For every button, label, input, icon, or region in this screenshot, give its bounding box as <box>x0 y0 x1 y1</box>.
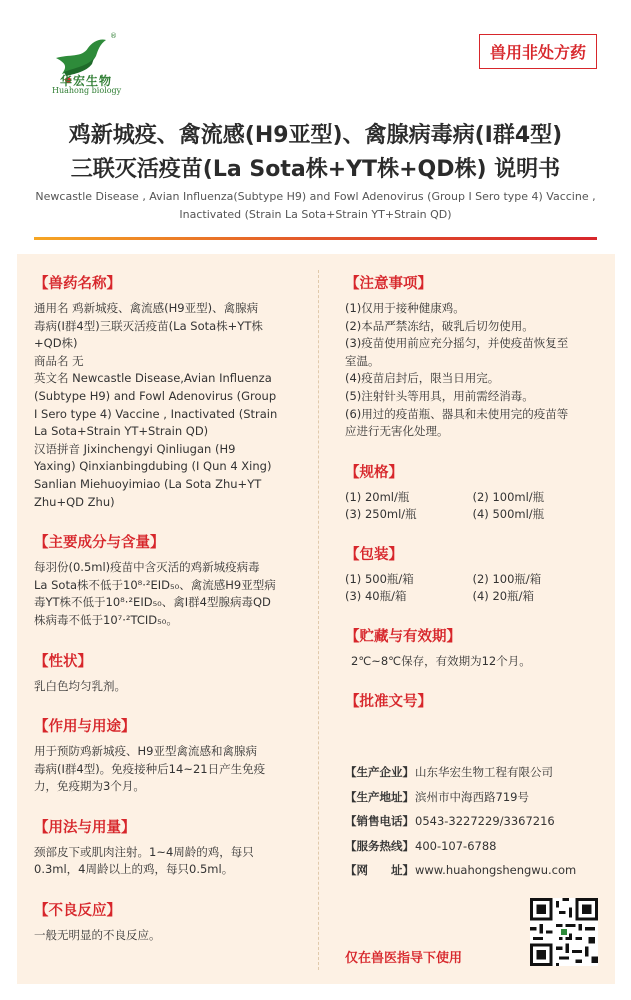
section-approval <box>345 690 600 711</box>
manufacturer-row <box>345 809 615 834</box>
text-line: (4)疫苗启封后，限当日用完。 <box>345 371 500 386</box>
text-line: Zhu+QD Zhu) <box>34 494 115 509</box>
row-label: 【网 址】 <box>345 863 414 878</box>
text-line: Sanlian Miehuoyimiao (La Sota Zhu+YT <box>34 476 262 491</box>
section-packaging <box>345 543 600 605</box>
text-line: 毒病(I群4型)三联灭活疫苗(La Sota株+YT株 <box>34 318 263 333</box>
section-heading: 【性状】 <box>34 653 92 670</box>
text-line: (1)仅用于接种健康鸡。 <box>345 301 465 315</box>
subtitle-line-2: Inactivated (Strain La Sota+Strain YT+Strain QD) <box>179 208 452 221</box>
section-heading: 【用法与用量】 <box>34 819 136 836</box>
text-line: 力，免疫期为3个月。 <box>34 779 145 794</box>
text-line: 乳白色均匀乳剂。 <box>34 678 126 693</box>
text-line: La Sota株不低于10⁸·²EID₅₀、禽流感H9亚型病 <box>34 577 276 592</box>
section-heading: 【贮藏与有效期】 <box>345 628 461 645</box>
text-line: 汉语拼音 Jixinchengyi Qinliugan (H9 <box>34 441 236 456</box>
row-label: 【销售电话】 <box>345 814 414 829</box>
title-line-2: 三联灭活疫苗(La Sota株+YT株+QD株) 说明书 <box>70 157 561 182</box>
section-appearance <box>34 650 296 696</box>
spec-item: (3) 250ml/瓶 <box>345 506 417 521</box>
header-divider <box>34 237 597 240</box>
manufacturer-info <box>345 760 615 883</box>
column-divider <box>318 270 319 970</box>
otc-badge: 兽用非处方药 <box>479 34 597 69</box>
storage-text: 2℃~8℃保存，有效期为12个月。 <box>351 653 531 668</box>
row-value: 山东华宏生物工程有限公司 <box>415 765 553 779</box>
row-label: 【生产地址】 <box>345 789 414 804</box>
row-value: 滨州市中海西路719号 <box>415 789 529 804</box>
manufacturer-row <box>345 760 615 785</box>
row-value: 0543-3227229/3367216 <box>415 814 555 829</box>
text-line: 株病毒不低于10⁷·²TCID₅₀。 <box>34 612 178 627</box>
title-line-1: 鸡新城疫、禽流感(H9亚型)、禽腺病毒病(I群4型) <box>68 123 563 148</box>
text-line: (5)注射针头等用具，用前需经消毒。 <box>345 388 534 403</box>
text-line: 室温。 <box>345 353 380 368</box>
section-precautions <box>345 272 600 441</box>
subtitle-line-1: Newcastle Disease , Avian Influenza(Subtype H9) and Fowl Adenovirus (Group I Sero type 4) Vaccine , <box>35 190 596 203</box>
section-dosage <box>34 816 296 879</box>
text-line: 通用名 鸡新城疫、禽流感(H9亚型)、禽腺病 <box>34 301 259 315</box>
section-heading: 【不良反应】 <box>34 903 121 920</box>
text-line: 颈部皮下或肌肉注射。1~4周龄的鸡，每只 <box>34 844 254 859</box>
pack-item: (3) 40瓶/箱 <box>345 588 407 603</box>
text-line: 毒YT株不低于10⁸·²EID₅₀、禽I群4型腺病毒QD <box>34 595 271 610</box>
pack-item: (2) 100瓶/箱 <box>472 571 542 586</box>
section-storage <box>345 625 600 671</box>
text-line: 用于预防鸡新城疫、H9亚型禽流感和禽腺病 <box>34 744 257 759</box>
pack-item: (1) 500瓶/箱 <box>345 571 414 586</box>
text-line: 一般无明显的不良反应。 <box>34 928 161 943</box>
manufacturer-row <box>345 785 615 810</box>
text-line: 商品名 无 <box>34 353 84 368</box>
qr-code-icon <box>530 898 598 966</box>
section-heading: 【主要成分与含量】 <box>34 535 165 552</box>
section-heading: 【兽药名称】 <box>34 276 121 292</box>
text-line: 毒病(I群4型)。免疫接种后14~21日产生免疫 <box>34 761 266 776</box>
spec-item: (2) 100ml/瓶 <box>472 489 545 504</box>
section-specs <box>345 461 600 523</box>
section-heading: 【注意事项】 <box>345 276 432 292</box>
section-heading: 【包装】 <box>345 546 403 563</box>
vet-guidance-note: 仅在兽医指导下使用 <box>345 951 463 966</box>
text-line: (Subtype H9) and Fowl Adenovirus (Group <box>34 388 277 403</box>
text-line: Yaxing) Qinxianbingdubing (I Qun 4 Xing) <box>34 459 272 474</box>
text-line: La Sota+Strain YT+Strain QD) <box>34 424 209 439</box>
row-label: 【服务热线】 <box>345 838 414 853</box>
section-drug-name <box>34 272 296 511</box>
text-line: 应进行无害化处理。 <box>345 424 449 439</box>
row-label: 【生产企业】 <box>345 765 414 779</box>
text-line: 英文名 Newcastle Disease,Avian Influenza <box>34 371 272 386</box>
section-heading: 【作用与用途】 <box>34 719 136 736</box>
section-composition <box>34 531 296 629</box>
left-column <box>34 272 296 965</box>
website-value: www.huahongshengwu.com <box>415 863 577 878</box>
section-indications <box>34 715 296 796</box>
manufacturer-row <box>345 834 615 859</box>
english-subtitle <box>20 188 611 224</box>
spec-item: (1) 20ml/瓶 <box>345 489 410 504</box>
manufacturer-row <box>345 858 615 883</box>
text-line: (3)疫苗使用前应充分摇匀，并使疫苗恢复至 <box>345 336 569 351</box>
section-heading: 【规格】 <box>345 464 403 481</box>
text-line: 每羽份(0.5ml)疫苗中含灭活的鸡新城疫病毒 <box>34 560 260 575</box>
pack-item: (4) 20瓶/箱 <box>472 588 534 603</box>
brand-name-en: Huahong biology <box>52 86 122 95</box>
section-heading: 【批准文号】 <box>345 694 432 711</box>
spec-item: (4) 500ml/瓶 <box>472 506 545 521</box>
text-line: I Sero type 4) Vaccine , Inactivated (Strain <box>34 406 278 421</box>
row-value: 400-107-6788 <box>415 838 497 853</box>
text-line: (2)本品严禁冻结，破乳后切勿使用。 <box>345 318 534 333</box>
registered-mark: ® <box>110 32 117 40</box>
brand-name-cn: 华宏生物 <box>60 74 113 88</box>
right-column <box>345 272 600 731</box>
text-line: +QD株) <box>34 336 78 351</box>
text-line: (6)用过的疫苗瓶、器具和未使用完的疫苗等 <box>345 406 569 421</box>
section-adverse-reactions <box>34 899 296 945</box>
text-line: 0.3ml，4周龄以上的鸡，每只0.5ml。 <box>34 862 234 877</box>
